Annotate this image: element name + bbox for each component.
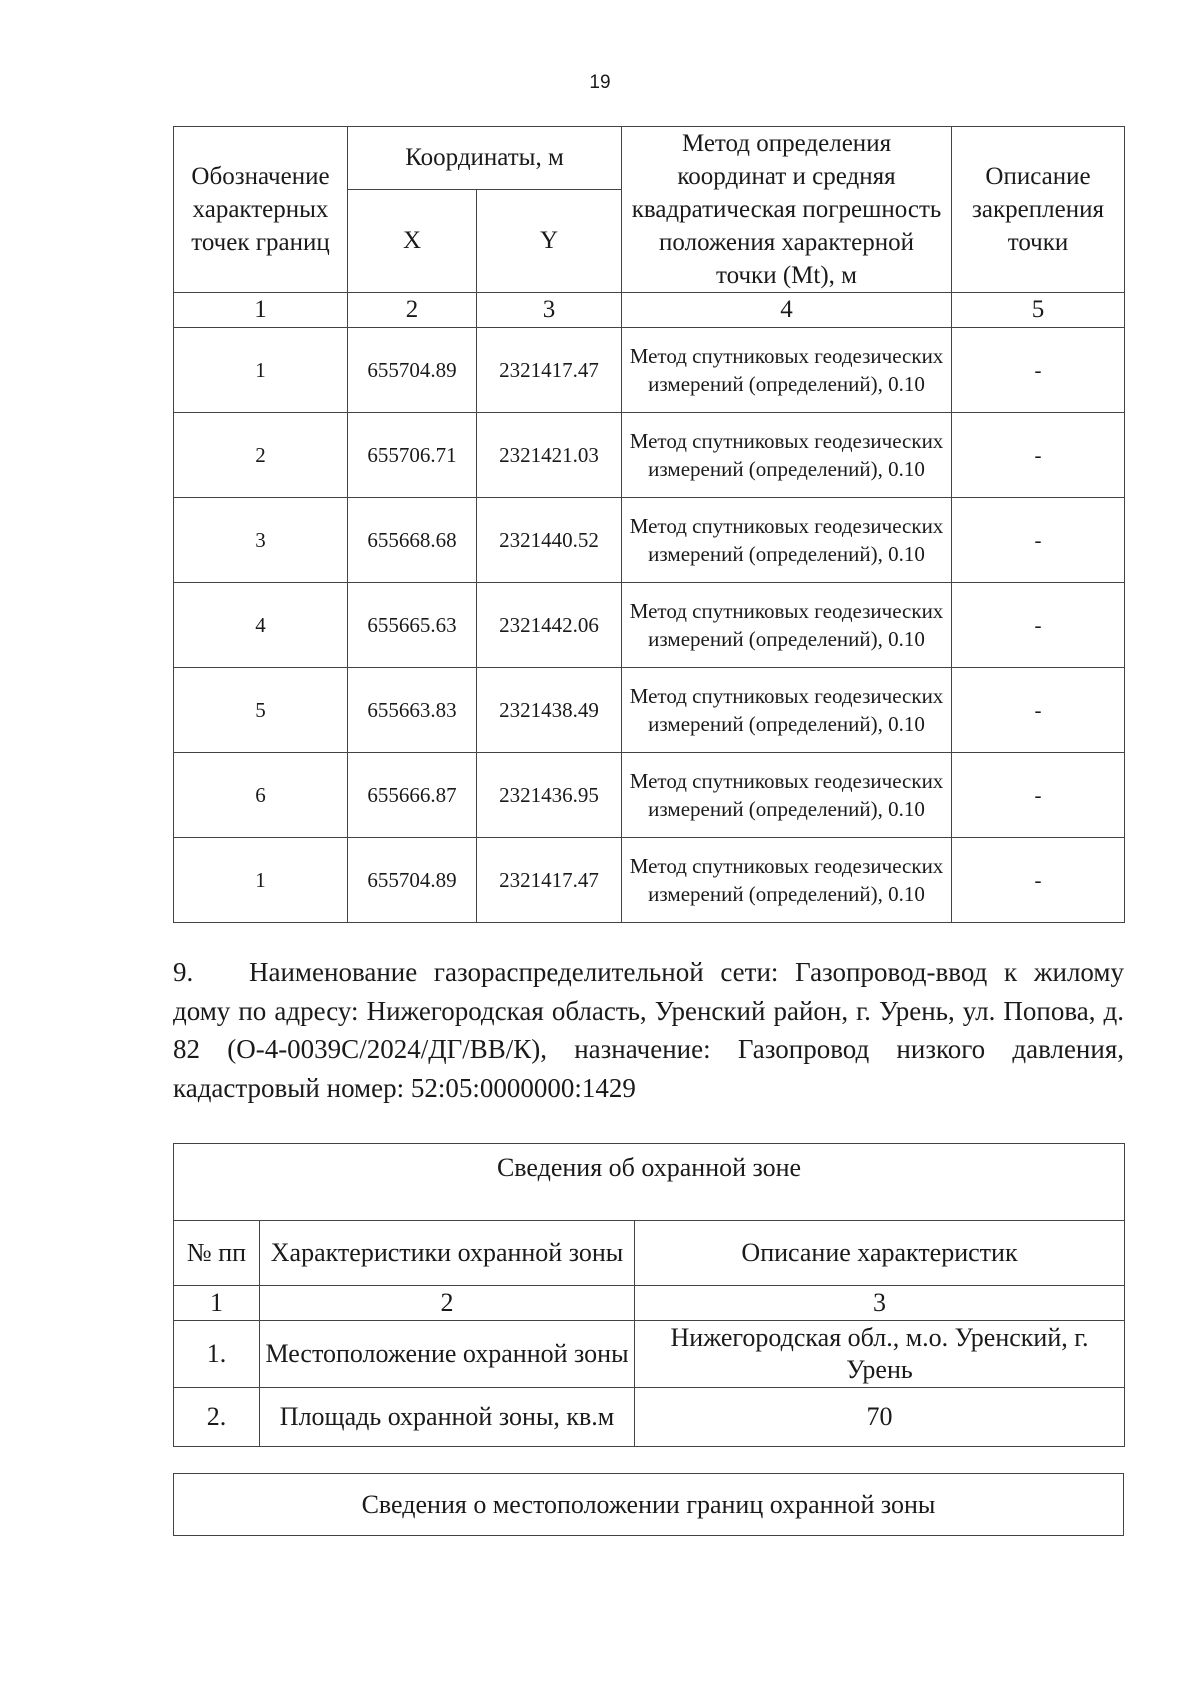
x-value: 655668.68 [348,498,477,583]
table-row [174,498,1125,583]
header-num: № пп [174,1221,260,1286]
table-row [174,413,1125,498]
page-number: 19 [589,72,611,93]
point-description: - [952,668,1125,753]
point-id: 1 [174,328,348,413]
y-value: 2321438.49 [477,668,622,753]
table-title: Сведения об охранной зоне [174,1144,1125,1221]
header-x: X [348,189,477,292]
y-value: 2321417.47 [477,838,622,923]
column-number: 3 [477,293,622,328]
point-id: 3 [174,498,348,583]
header-description: Описание закрепления точки [952,127,1125,293]
point-id: 5 [174,668,348,753]
section-paragraph [173,953,1124,1107]
x-value: 655663.83 [348,668,477,753]
method-text: Метод спутниковых геодезических измерений (определений), 0.10 [622,838,952,923]
table-row [174,838,1125,923]
row-description: 70 [635,1388,1125,1447]
table-row [174,328,1125,413]
x-value: 655706.71 [348,413,477,498]
method-text: Метод спутниковых геодезических измерений (определений), 0.10 [622,498,952,583]
row-number: 1. [174,1321,260,1388]
column-number: 2 [260,1286,635,1321]
column-number: 1 [174,1286,260,1321]
row-description: Нижегородская обл., м.о. Уренский, г. Урень [635,1321,1125,1388]
row-number: 2. [174,1388,260,1447]
point-id: 6 [174,753,348,838]
point-id: 1 [174,838,348,923]
table-row [174,1388,1125,1447]
header-method: Метод определения координат и средняя квадратическая погрешность положения характерной точки (Mt), м [622,127,952,293]
method-text: Метод спутниковых геодезических измерений (определений), 0.10 [622,328,952,413]
table-row [174,753,1125,838]
table-row [174,1321,1125,1388]
row-characteristic: Местоположение охранной зоны [260,1321,635,1388]
method-text: Метод спутниковых геодезических измерений (определений), 0.10 [622,413,952,498]
x-value: 655666.87 [348,753,477,838]
point-id: 2 [174,413,348,498]
header-coordinates: Координаты, м [348,127,622,190]
boundaries-table [173,1473,1124,1536]
header-designation: Обозначение характерных точек границ [174,127,348,293]
column-number: 2 [348,293,477,328]
coordinates-table [173,126,1125,923]
point-description: - [952,413,1125,498]
y-value: 2321421.03 [477,413,622,498]
point-description: - [952,328,1125,413]
x-value: 655704.89 [348,328,477,413]
point-description: - [952,838,1125,923]
table-row [174,668,1125,753]
header-characteristic: Характеристики охранной зоны [260,1221,635,1286]
column-number: 4 [622,293,952,328]
method-text: Метод спутниковых геодезических измерений (определений), 0.10 [622,753,952,838]
point-description: - [952,753,1125,838]
x-value: 655704.89 [348,838,477,923]
row-characteristic: Площадь охранной зоны, кв.м [260,1388,635,1447]
section-number: 9. [173,957,194,987]
method-text: Метод спутниковых геодезических измерений (определений), 0.10 [622,668,952,753]
column-number: 3 [635,1286,1125,1321]
x-value: 655665.63 [348,583,477,668]
table-title: Сведения о местоположении границ охранной зоны [174,1474,1124,1536]
y-value: 2321417.47 [477,328,622,413]
point-description: - [952,498,1125,583]
column-number: 1 [174,293,348,328]
column-number: 5 [952,293,1125,328]
table-row [174,583,1125,668]
header-description: Описание характеристик [635,1221,1125,1286]
y-value: 2321440.52 [477,498,622,583]
point-description: - [952,583,1125,668]
y-value: 2321436.95 [477,753,622,838]
section-text: Наименование газораспределительной сети: Газопровод-ввод к жилому дому по адресу: Нижегородская область, Уренский район, г. Урень, ул. Попова, д. 82 (О-4-0039С/2024/ДГ/ВВ/К), назначение: Газопровод низкого давления, кадастровый номер: 52:05:0000000:1429 [173,957,1124,1103]
protection-zone-table [173,1143,1125,1447]
header-y: Y [477,189,622,292]
point-id: 4 [174,583,348,668]
method-text: Метод спутниковых геодезических измерений (определений), 0.10 [622,583,952,668]
y-value: 2321442.06 [477,583,622,668]
